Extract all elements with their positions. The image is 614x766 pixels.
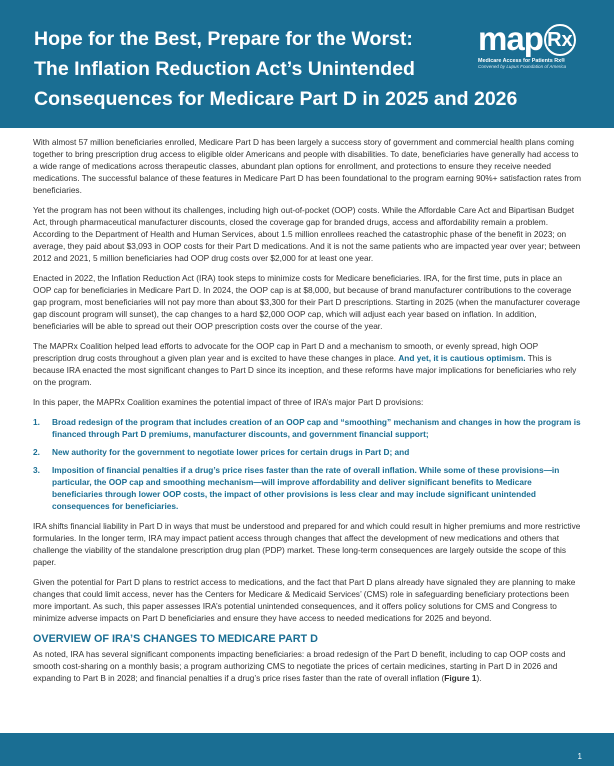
paragraph-intro: With almost 57 million beneficiaries enrolled, Medicare Part D has been largely a success story of government and commercial health plans coming together to bring prescription drug access to eligible older Americans and people with disabilities. To date, beneficiaries have generally had access to a wide range of medications across therapeutic classes, abundant plan options for enrollment, and protections to ensure they receive needed medications. The successful balance of these features in Medicare Part D has been foundational to the program earning 90%+ satisfaction rates from beneficiaries.	[33, 137, 581, 195]
title-banner	[0, 0, 614, 128]
title-line-3: Consequences for Medicare Part D in 2025 and 2026	[34, 88, 518, 110]
title-line-1: Hope for the Best, Prepare for the Worst:	[34, 28, 413, 50]
paragraph-cms-role: Given the potential for Part D plans to restrict access to medications, and the fact that Part D plans already have signaled they are planning to make changes that could limit access, never has the Centers for Medicare & Medicaid Services’ (CMS) role in safeguarding beneficiary protections been more important. As such, this paper assesses IRA’s potential unintended consequences, and it offers policy solutions for CMS and Congress to minimize adverse impacts on Part D beneficiaries and ensure they have access to needed medications for 2025 and beyond.	[33, 577, 576, 623]
section-heading: OVERVIEW OF IRA’S CHANGES TO MEDICARE PART D	[33, 633, 318, 645]
figure-1-reference[interactable]: Figure 1	[444, 673, 477, 683]
rx-icon: Rx	[544, 24, 576, 56]
list-item: 1. Broad redesign of the program that includes creation of an OOP cap and “smoothing” mechanism and changes in how the program is financed through Part D premiums, manufacturer discounts, and government financial support;	[33, 417, 581, 439]
title-line-2: The Inflation Reduction Act’s Unintended	[34, 58, 415, 80]
maprx-logo	[478, 22, 588, 69]
paragraph-challenges: Yet the program has not been without its challenges, including high out-of-pocket (OOP) costs. While the Affordable Care Act and Bipartisan Budget Act, through pharmaceutical manufacturer discounts, closed the coverage gap for branded drugs, access and affordability remain a problem. According to the Department of Health and Human Services, about 1.5 million enrollees reached the catastrophic phase of the benefit in 2023; on average, they paid about $3,093 in OOP costs for their Part D medications. And it is not the same patients who are impacted year over year; between 2012 and 2021, 5 million beneficiaries had OOP drug costs over $2,000 for at least one year.	[33, 205, 581, 263]
cautious-optimism-callout: And yet, it is cautious optimism.	[398, 353, 526, 363]
logo-wordmark: map Rx	[478, 22, 588, 56]
page-number: 1	[577, 752, 582, 761]
main-content	[33, 136, 581, 692]
provisions-list	[33, 416, 581, 512]
paragraph-overview: As noted, IRA has several significant components impacting beneficiaries: a broad redesign of the Part D benefit, including to cap OOP costs and smooth cost-sharing on a monthly basis; a program authorizing CMS to negotiate the prices of certain medicines, starting in Part D in 2026 and expanding to Part B in 2028; and financial penalties if a drug’s price rises faster than the rate of overall inflation (Figure 1).	[33, 649, 566, 683]
document-title	[34, 24, 518, 114]
footer-bar	[0, 733, 614, 766]
logo-tagline: Medicare Access for Patients Rx®	[478, 58, 566, 64]
list-item: 2. New authority for the government to negotiate lower prices for certain drugs in Part D; and	[33, 447, 410, 457]
paragraph-paper-intro: In this paper, the MAPRx Coalition examines the potential impact of three of IRA’s major Part D provisions:	[33, 397, 424, 407]
paragraph-maprx-advocacy: The MAPRx Coalition helped lead efforts to advocate for the OOP cap in Part D and a mechanism to smooth, or evenly spread, high OOP prescription drug costs throughout a given plan year and is excited to have these changes in place. And yet, it is cautious optimism. This is because IRA enacted the most significant changes to Part D since its inception, and these reforms have major implications for beneficiaries who rely on the program.	[33, 341, 577, 387]
logo-subtagline: Convened by Lupus Foundation of America	[478, 64, 567, 69]
paragraph-ira-enacted: Enacted in 2022, the Inflation Reduction Act (IRA) took steps to minimize costs for Medicare beneficiaries. IRA, for the first time, puts in place an OOP cap for beneficiaries in Medicare Part D. In 2024, the OOP cap is at $8,000, but because of brand manufacturer contributions to the coverage gap program, most beneficiaries will not pay more than about $3,300 for their Part D prescriptions. Starting in 2025 (when the manufacturer coverage gap discount program will sunset), the cap changes to a hard $2,000 OOP cap, which will adjust each year based on inflation. In addition, beneficiaries will be able to spread out their OOP prescription costs over the course of the year.	[33, 273, 580, 331]
list-item: 3. Imposition of financial penalties if a drug’s price rises faster than the rate of overall inflation. While some of these provisions—in particular, the OOP cap and smoothing mechanism—will improve affordability and deliver significant benefits to Medicare beneficiaries through lower OOP costs, the impact of other provisions is less clear and may include significant unintended consequences for beneficiaries.	[33, 465, 560, 511]
paragraph-financial-liability: IRA shifts financial liability in Part D in ways that must be understood and prepared for and which could result in higher premiums and more restrictive formularies. In the longer term, IRA may impact patient access through changes that affect the development of new medications and others that challenge the viability of the standalone prescription drug plan (PDP) market. These long-term consequences are largely outside the scope of this paper.	[33, 521, 581, 567]
